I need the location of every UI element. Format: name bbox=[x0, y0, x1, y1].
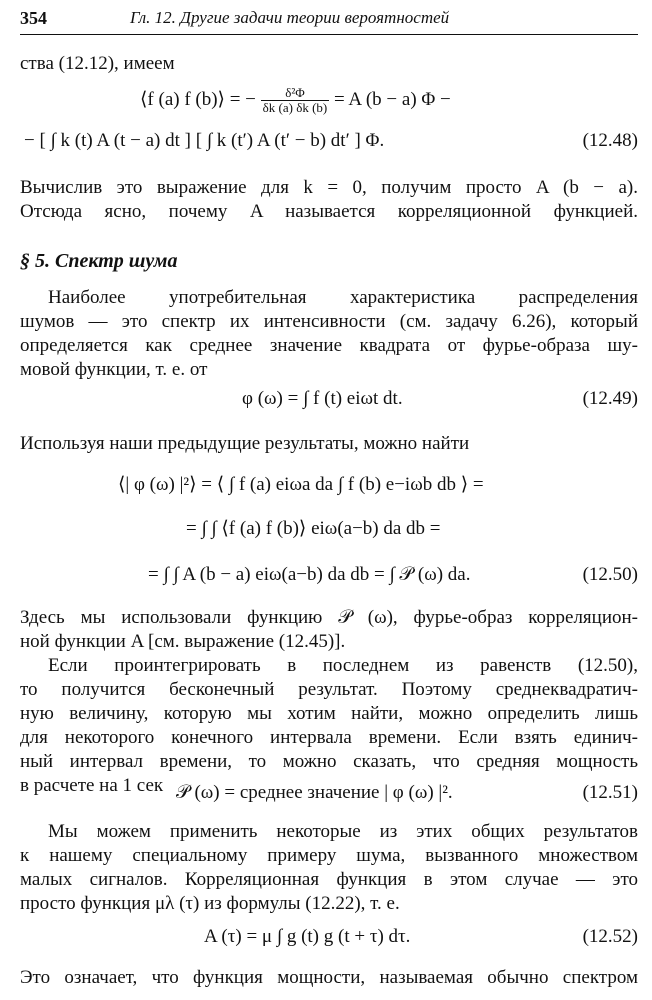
page-number: 354 bbox=[20, 8, 47, 28]
text-line: Наиболее употребительная характеристика распределения bbox=[48, 287, 638, 308]
equation-12-51: 𝒫 (ω) = среднее значение | φ (ω) |². bbox=[176, 782, 453, 803]
equation-number: (12.49) bbox=[582, 388, 638, 409]
text-line: ный интервал времени, то можно сказать, что средняя мощность bbox=[20, 751, 638, 772]
equation-part: ⟨f (a) f (b)⟩ = − bbox=[140, 88, 256, 110]
equation-12-50-line2: = ∫ ∫ ⟨f (a) f (b)⟩ eiω(a−b) da db = bbox=[186, 518, 441, 539]
text-line: Используя наши предыдущие результаты, можно найти bbox=[20, 433, 470, 454]
text-line: определяется как среднее значение квадрата от фурье-образа шу- bbox=[20, 335, 638, 356]
text-line: малых сигналов. Корреляционная функция в этом случае — это bbox=[20, 869, 638, 890]
text-line: мовой функции, т. е. от bbox=[20, 359, 208, 380]
text-line: Это означает, что функция мощности, называемая обычно спектром bbox=[20, 967, 638, 988]
equation-12-52: A (τ) = μ ∫ g (t) g (t + τ) dτ. bbox=[204, 926, 411, 947]
section-title: § 5. Спектр шума bbox=[20, 250, 178, 272]
equation-12-49: φ (ω) = ∫ f (t) eiωt dt. bbox=[242, 388, 403, 409]
equation-number: (12.52) bbox=[582, 926, 638, 947]
text-line: просто функция μλ (τ) из формулы (12.22), т. е. bbox=[20, 893, 400, 914]
equation-12-50-line1: ⟨| φ (ω) |²⟩ = ⟨ ∫ f (a) eiωa da ∫ f (b) e−iωb db ⟩ = bbox=[118, 474, 484, 495]
fraction-denominator: δk (a) δk (b) bbox=[262, 100, 328, 115]
text-line: в расчете на 1 сек bbox=[20, 775, 164, 796]
equation-12-48-line2: − [ ∫ k (t) A (t − a) dt ] [ ∫ k (t′) A (t′ − b) dt′ ] Φ. bbox=[24, 130, 385, 151]
equation-12-50-line3: = ∫ ∫ A (b − a) eiω(a−b) da db = ∫ 𝒫 (ω) da. bbox=[148, 564, 471, 585]
text-line: Вычислив это выражение для k = 0, получим просто A (b − a). bbox=[20, 177, 638, 198]
text-line: для некоторого конечного интервала времени. Если взять единич- bbox=[20, 727, 638, 748]
equation-number: (12.51) bbox=[582, 782, 638, 803]
text-line: Если проинтегрировать в последнем из равенств (12.50), bbox=[48, 655, 638, 676]
equation-part: = A (b − a) Φ − bbox=[334, 88, 451, 110]
fraction bbox=[261, 86, 330, 115]
fraction-numerator: δ²Φ bbox=[261, 86, 330, 101]
text-line: Отсюда ясно, почему A называется корреляционной функцией. bbox=[20, 201, 638, 222]
text-line: Здесь мы использовали функцию 𝒫 (ω), фурье-образ корреляцион- bbox=[20, 607, 638, 628]
page-header bbox=[20, 6, 638, 35]
equation-number: (12.48) bbox=[582, 130, 638, 151]
text-line: ную величину, которую мы хотим найти, можно определить лишь bbox=[20, 703, 638, 724]
text-line: то получится бесконечный результат. Поэтому среднеквадратич- bbox=[20, 679, 638, 700]
text-line: Мы можем применить некоторые из этих общих результатов bbox=[48, 821, 638, 842]
text-line: шумов — это спектр их интенсивности (см. задачу 6.26), который bbox=[20, 311, 638, 332]
text-line: к нашему специальному примеру шума, вызванного множеством bbox=[20, 845, 638, 866]
running-title: Гл. 12. Другие задачи теории вероятностей bbox=[130, 8, 450, 27]
text-line: ной функции A [см. выражение (12.45)]. bbox=[20, 631, 346, 652]
equation-number: (12.50) bbox=[582, 564, 638, 585]
text-line: ства (12.12), имеем bbox=[20, 53, 175, 74]
equation-12-48-line1 bbox=[140, 86, 451, 115]
